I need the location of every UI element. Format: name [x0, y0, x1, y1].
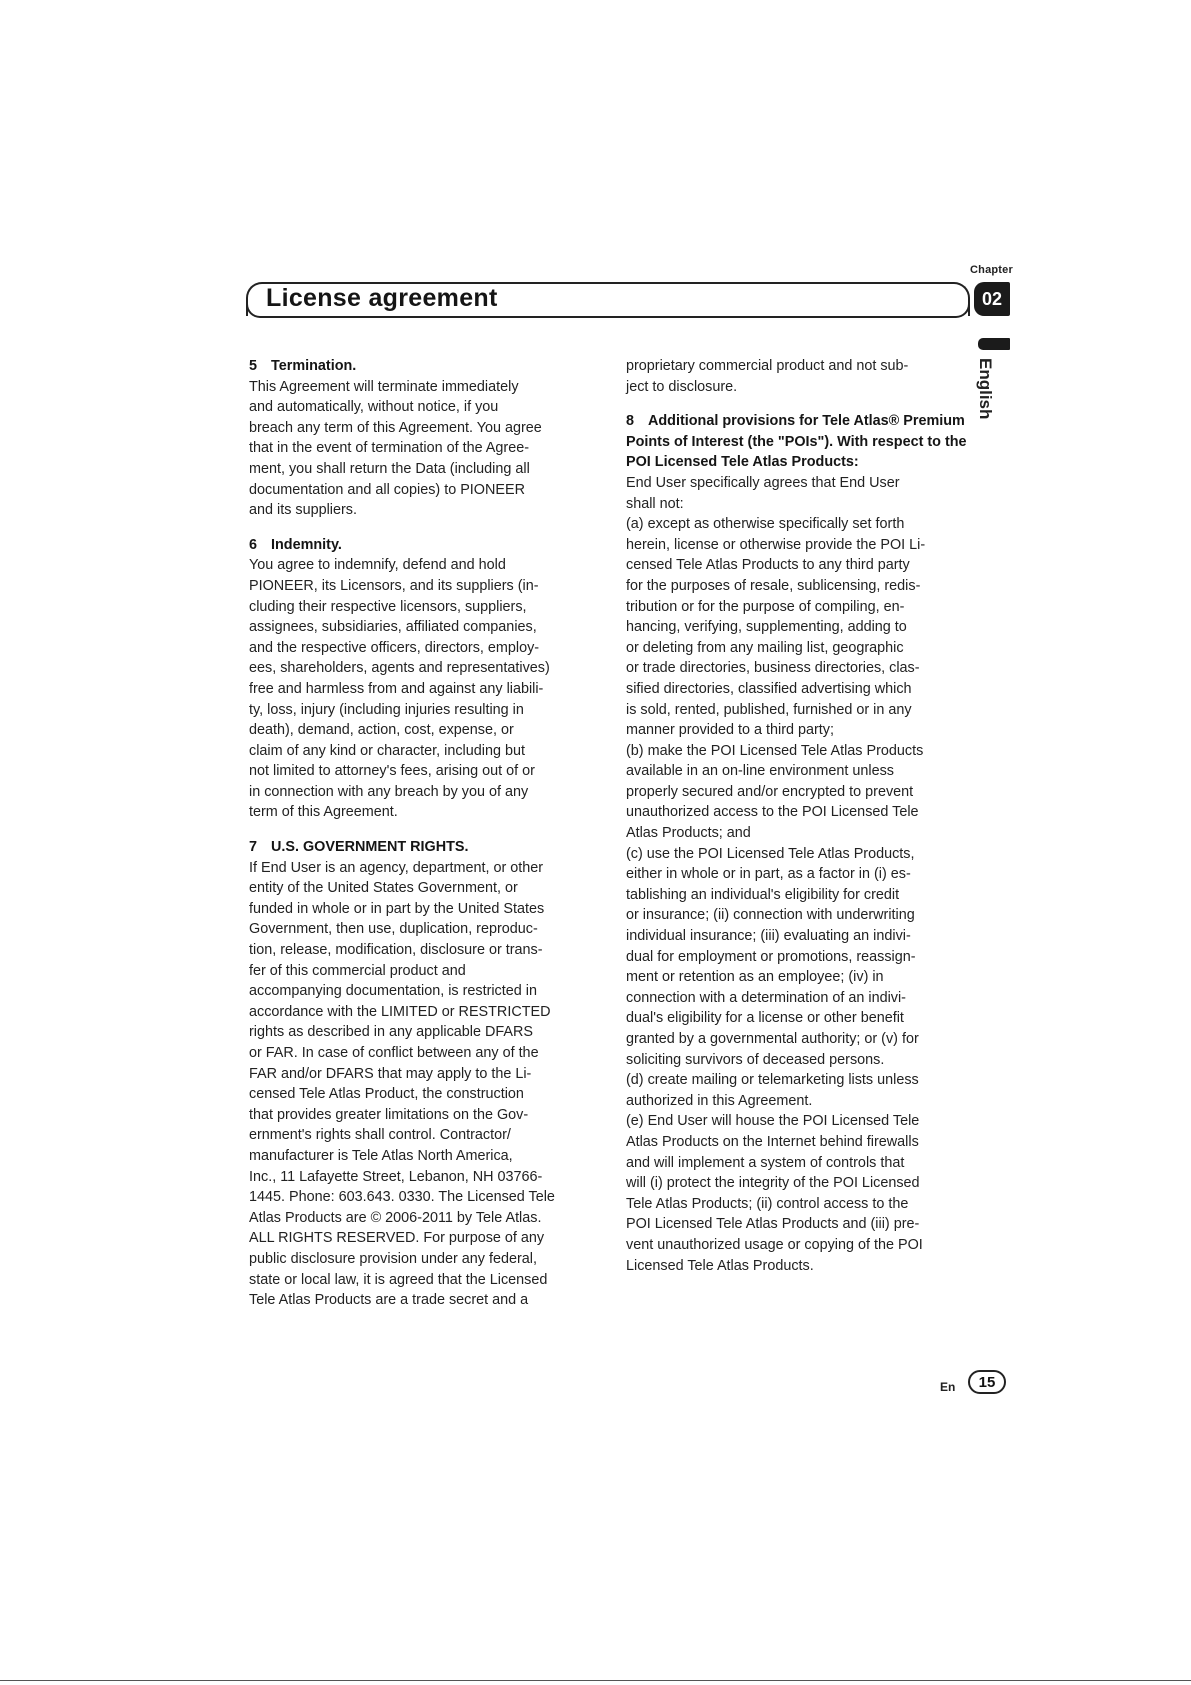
section-body-termination: This Agreement will terminate immediately and automatically, without notice, if you breach any term of this Agreement. You agree that in the event of termination of the Agree- ment, you shall return the Data (including all documentation and all copies) to PIONEER and its suppliers.: [249, 378, 542, 519]
left-column: [249, 356, 599, 1311]
section-body-indemnity: You agree to indemnify, defend and hold PIONEER, its Licensors, and its suppliers (in- cluding their respective licensors, suppliers, assignees, subsidiaries, affiliated companies, and the respective officers, directors, employ- ees, shareholders, agents and representatives) free and harmless from and against any liabili- ty, loss, injury (including injuries resulting in death), demand, action, cost, expense, or claim of any kind or character, including but not limited to attorney's fees, arising out of or in connection with any breach by you of any term of this Agreement.: [249, 557, 550, 821]
page-number: 15: [968, 1370, 1006, 1394]
language-tab-marker: [978, 338, 1010, 350]
section-title: Termination.: [271, 358, 357, 374]
bottom-scan-line: [0, 1680, 1191, 1681]
section-body-us-government-rights: If End User is an agency, department, or other entity of the United States Government, or funded in whole or in part by the United States Government, then use, duplication, reproduc- tion, release, modification, disclosure or trans- fer of this commercial product and accompanying documentation, is restricted in accordance with the LIMITED or RESTRICTED rights as described in any applicable DFARS or FAR. In case of conflict between any of the FAR and/or DFARS that may apply to the Li- censed Tele Atlas Product, the construction that provides greater limitations on the Gov- ernment's rights shall control. Contractor/ manufacturer is Tele Atlas North America, Inc., 11 Lafayette Street, Lebanon, NH 03766- 1445. Phone: 603.643. 0330. The Licensed Tele Atlas Products are © 2006-2011 by Tele Atlas. ALL RIGHTS RESERVED. For purpose of any public disclosure provision under any federal, state or local law, it is agreed that the Licensed Tele Atlas Products are a trade secret and a: [249, 859, 555, 1309]
section-heading-termination: [249, 356, 599, 377]
section-number: 5: [249, 358, 258, 374]
provision-item-d: (d) create mailing or telemarketing lists unless authorized in this Agreement.: [626, 1072, 919, 1109]
chapter-number-badge: 02: [974, 282, 1010, 316]
page-language-code: En: [940, 1380, 956, 1394]
section-heading-indemnity: [249, 535, 599, 556]
section-title: Indemnity.: [271, 536, 342, 553]
section-intro: End User specifically agrees that End User shall not:: [626, 474, 900, 512]
right-column: [626, 356, 976, 1276]
section-title: U.S. GOVERNMENT RIGHTS.: [271, 839, 469, 856]
provision-item-c: (c) use the POI Licensed Tele Atlas Products, either in whole or in part, as a factor in (i) es- tablishing an individual's eligibility for credit or insurance; (ii) connection with underwriting individual insurance; (iii) evaluating an indivi- dual for employment or promotions, reassign- ment or retention as an employee; (iv) in connection with a determination of an indivi- dual's eligibility for a license or other benefit granted by a governmental authority; or (v) for soliciting survivors of deceased persons.: [626, 845, 919, 1068]
page-title: License agreement: [266, 284, 498, 312]
section-heading-additional-provisions: [626, 411, 976, 473]
provision-item-b: (b) make the POI Licensed Tele Atlas Products available in an on-line environment unless properly secured and/or encrypted to prevent unauthorized access to the POI Licensed Tele Atlas Products; and: [626, 742, 924, 842]
section-title: Additional provisions for Tele Atlas® Premium Points of Interest (the "POIs"). With respect to the POI Licensed Tele Atlas Products:: [626, 413, 967, 471]
section-number: 6: [249, 536, 258, 553]
section-heading-us-government-rights: [249, 837, 599, 858]
continuation-text: proprietary commercial product and not sub- ject to disclosure.: [626, 358, 909, 395]
language-side-tab: English: [976, 358, 995, 420]
provision-item-a: (a) except as otherwise specifically set forth herein, license or otherwise provide the POI Li- censed Tele Atlas Products to any third party for the purposes of resale, sublicensing, redis- tribution or for the purpose of compiling, en- hancing, verifying, supplementing, adding to or deleting from any mailing list, geographic or trade directories, business directories, clas- sified directories, classified advertising which is sold, rented, published, furnished or in any manner provided to a third party;: [626, 516, 926, 739]
provision-item-e: (e) End User will house the POI Licensed Tele Atlas Products on the Internet behind firewalls and will implement a system of controls that will (i) protect the integrity of the POI Licensed Tele Atlas Products; (ii) control access to the POI Licensed Tele Atlas Products and (iii) pre- vent unauthorized usage or copying of the POI Licensed Tele Atlas Products.: [626, 1113, 923, 1274]
chapter-label: Chapter: [970, 264, 1013, 276]
section-number: 8: [626, 413, 635, 430]
section-number: 7: [249, 839, 258, 856]
